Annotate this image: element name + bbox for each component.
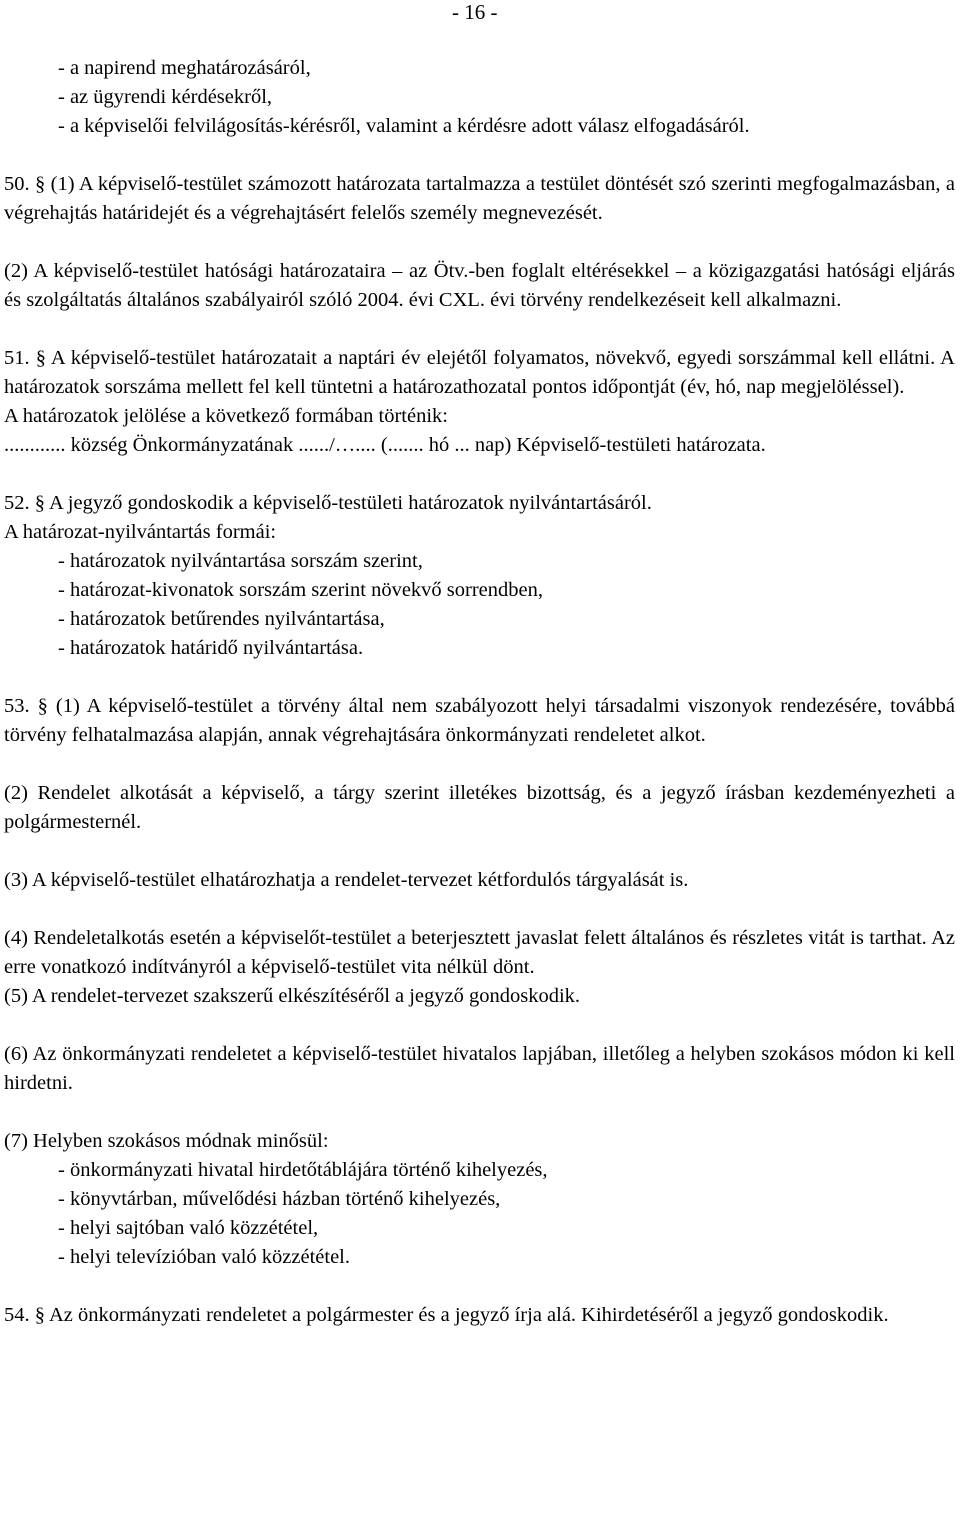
- section-53-paragraph-6: (6) Az önkormányzati rendeletet a képviselő-testület hivatalos lapjában, illetőleg a helyben szokásos módon ki kell hirdetni.: [4, 1043, 955, 1094]
- register-forms-list: [4, 547, 955, 663]
- section-53-paragraph-1: 53. § (1) A képviselő-testület a törvény által nem szabályozott helyi társadalmi viszonyok rendezésére, továbbá törvény felhatalmazása alapján, annak végrehajtására önkormányzati rendeletet alkot.: [4, 695, 955, 746]
- list-item: - könyvtárban, művelődési házban történő kihelyezés,: [58, 1188, 501, 1210]
- section-53-paragraph-3: (3) A képviselő-testület elhatározhatja a rendelet-tervezet kétfordulós tárgyalását is.: [4, 869, 689, 891]
- list-item: - határozat-kivonatok sorszám szerint növekvő sorrendben,: [58, 579, 544, 601]
- section-52-paragraph-2: A határozat-nyilvántartás formái:: [4, 521, 277, 543]
- section-53-paragraph-5: (5) A rendelet-tervezet szakszerű elkészítéséről a jegyző gondoskodik.: [4, 985, 581, 1007]
- section-52: [4, 489, 955, 663]
- section-51: [4, 344, 955, 460]
- list-item: - helyi televízióban való közzététel.: [58, 1246, 350, 1268]
- section-53: [4, 692, 955, 1272]
- document-body: [4, 54, 955, 1330]
- section-51-paragraph-1: 51. § A képviselő-testület határozatait a naptári év elejétől folyamatos, növekvő, egyedi sorszámmal kell ellátni. A határozatok sorszáma mellett fel kell tüntetni a határozathozatal pontos időpontját (év, hó, nap megjelöléssel).: [4, 347, 955, 398]
- section-50: [4, 170, 955, 315]
- list-item: - határozatok betűrendes nyilvántartása,: [58, 608, 385, 630]
- list-item: - határozatok nyilvántartása sorszám szerint,: [58, 550, 423, 572]
- page-number: - 16 -: [452, 0, 498, 24]
- publication-methods-list: [4, 1156, 955, 1272]
- section-53-paragraph-7: (7) Helyben szokásos módnak minősül:: [4, 1130, 329, 1152]
- section-54-paragraph-1: 54. § Az önkormányzati rendeletet a polgármester és a jegyző írja alá. Kihirdetéséről a jegyző gondoskodik.: [4, 1304, 889, 1326]
- section-50-paragraph-1: 50. § (1) A képviselő-testület számozott határozata tartalmazza a testület döntését szó szerinti megfogalmazásban, a végrehajtás határidejét és a végrehajtásért felelős személy megnevezését.: [4, 173, 955, 224]
- section-53-paragraph-2: (2) Rendelet alkotását a képviselő, a tárgy szerint illetékes bizottság, és a jegyző írásban kezdeményezheti a polgármesternél.: [4, 782, 955, 833]
- section-52-paragraph-1: 52. § A jegyző gondoskodik a képviselő-testületi határozatok nyilvántartásáról.: [4, 492, 652, 514]
- intro-list: [4, 54, 955, 141]
- list-item: - a napirend meghatározásáról,: [58, 57, 311, 79]
- section-50-paragraph-2: (2) A képviselő-testület hatósági határozataira – az Ötv.-ben foglalt eltérésekkel – a közigazgatási hatósági eljárás és szolgáltatás általános szabályairól szóló 2004. évi CXL. évi törvény rendelkezéseit kell alkalmazni.: [4, 260, 955, 311]
- list-item: - a képviselői felvilágosítás-kérésről, valamint a kérdésre adott válasz elfogadásáról.: [58, 115, 750, 137]
- section-53-paragraph-4: (4) Rendeletalkotás esetén a képviselőt-testület a beterjesztett javaslat felett általános és részletes vitát is tarthat. Az erre vonatkozó indítványról a képviselő-testület vita nélkül dönt.: [4, 927, 955, 978]
- resolution-format-line: ............ község Önkormányzatának ....../….... (....... hó ... nap) Képviselő-testületi határozata.: [4, 434, 766, 456]
- section-54: [4, 1301, 955, 1330]
- section-51-paragraph-2: A határozatok jelölése a következő formában történik:: [4, 405, 448, 427]
- list-item: - önkormányzati hivatal hirdetőtáblájára történő kihelyezés,: [58, 1159, 548, 1181]
- list-item: - helyi sajtóban való közzététel,: [58, 1217, 319, 1239]
- list-item: - az ügyrendi kérdésekről,: [58, 86, 273, 108]
- list-item: - határozatok határidő nyilvántartása.: [58, 637, 364, 659]
